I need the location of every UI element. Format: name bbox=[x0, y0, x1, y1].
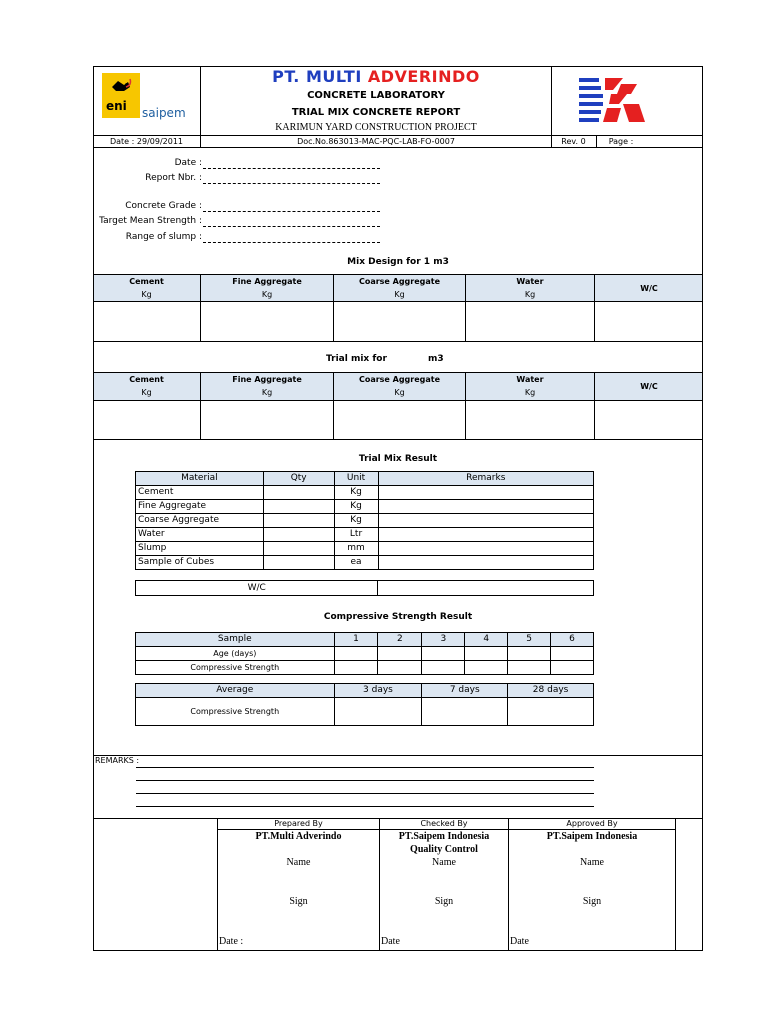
unit-cell: Kg bbox=[334, 500, 378, 514]
remarks-cell[interactable] bbox=[378, 486, 594, 500]
remarks-line-3[interactable] bbox=[136, 793, 594, 794]
unit-cell: Ltr bbox=[334, 528, 378, 542]
project-name: KARIMUN YARD CONSTRUCTION PROJECT bbox=[275, 122, 477, 133]
avg-strength-label: Compressive Strength bbox=[136, 698, 335, 726]
trial-bottom bbox=[93, 439, 703, 440]
table-row bbox=[136, 528, 594, 542]
subtitle-report: TRIAL MIX CONCRETE REPORT bbox=[291, 107, 461, 118]
age-cell[interactable] bbox=[465, 647, 508, 661]
report-date: Date : 29/09/2011 bbox=[109, 137, 183, 146]
company-name-suffix: ADVERINDO bbox=[367, 67, 480, 86]
remarks-top bbox=[93, 755, 703, 756]
trial-mix-title-suffix: m3 bbox=[428, 354, 444, 364]
mix-design-title: Mix Design for 1 m3 bbox=[347, 257, 449, 267]
trial-result-header-row bbox=[136, 472, 594, 486]
header-divider-right bbox=[551, 66, 552, 135]
remarks-cell[interactable] bbox=[378, 542, 594, 556]
age-cell[interactable] bbox=[378, 647, 422, 661]
prepared-sign[interactable]: Sign bbox=[289, 896, 308, 907]
material-slump: Slump bbox=[136, 542, 264, 556]
revision: Rev. 0 bbox=[561, 137, 586, 146]
saipem-logo-text: saipem bbox=[142, 106, 186, 120]
remarks-cell[interactable] bbox=[378, 514, 594, 528]
age-cell[interactable] bbox=[508, 647, 551, 661]
document-number: Doc.No.863013-MAC-PQC-LAB-FO-0007 bbox=[297, 137, 455, 146]
age-label: Age (days) bbox=[136, 647, 335, 661]
remarks-line-1[interactable] bbox=[136, 767, 594, 768]
field-slump-input[interactable] bbox=[203, 242, 380, 243]
strength-row bbox=[136, 661, 594, 675]
col-remarks: Remarks bbox=[378, 472, 594, 486]
field-date-input[interactable] bbox=[203, 168, 380, 169]
age-cell[interactable] bbox=[422, 647, 465, 661]
sample-num: 6 bbox=[551, 633, 594, 647]
sample-num: 3 bbox=[422, 633, 465, 647]
mix-design-bottom bbox=[93, 341, 703, 342]
qty-cell[interactable] bbox=[263, 556, 334, 570]
approved-date[interactable]: Date bbox=[510, 936, 529, 947]
average-row bbox=[136, 698, 594, 726]
mix-design-header-bottom bbox=[93, 301, 703, 302]
trial-mix-title-prefix: Trial mix for bbox=[326, 354, 387, 364]
days-3: 3 days bbox=[334, 684, 422, 698]
trial-col-coarse: Coarse Aggregate bbox=[358, 375, 441, 384]
page-number: Page : bbox=[608, 137, 634, 146]
material-coarse: Coarse Aggregate bbox=[136, 514, 264, 528]
mix-col-water: Water bbox=[516, 277, 544, 286]
trial-result-title: Trial Mix Result bbox=[358, 454, 438, 464]
prepared-name[interactable]: Name bbox=[286, 857, 311, 868]
sample-row bbox=[136, 633, 594, 647]
qty-cell[interactable] bbox=[263, 486, 334, 500]
strength-cell[interactable] bbox=[551, 661, 594, 675]
sample-num: 5 bbox=[508, 633, 551, 647]
signoff-header-line bbox=[217, 829, 675, 830]
wc-result-value[interactable] bbox=[378, 581, 594, 596]
trial-col-fine-unit: Kg bbox=[261, 388, 273, 397]
col-qty: Qty bbox=[263, 472, 334, 486]
qty-cell[interactable] bbox=[263, 528, 334, 542]
approved-org: PT.Saipem Indonesia bbox=[546, 831, 638, 842]
subtitle-laboratory: CONCRETE LABORATORY bbox=[307, 90, 445, 101]
unit-cell: mm bbox=[334, 542, 378, 556]
sample-label: Sample bbox=[136, 633, 335, 647]
field-concrete-grade-label: Concrete Grade : bbox=[125, 201, 202, 211]
checked-sign[interactable]: Sign bbox=[434, 896, 454, 907]
age-cell[interactable] bbox=[334, 647, 378, 661]
material-fine: Fine Aggregate bbox=[136, 500, 264, 514]
strength-cell[interactable] bbox=[422, 661, 465, 675]
trial-header-bottom bbox=[93, 400, 703, 401]
strength-cell[interactable] bbox=[465, 661, 508, 675]
table-row bbox=[136, 542, 594, 556]
material-cubes: Sample of Cubes bbox=[136, 556, 264, 570]
remarks-line-2[interactable] bbox=[136, 780, 594, 781]
trial-result-table bbox=[135, 471, 594, 570]
mix-col-coarse: Coarse Aggregate bbox=[358, 277, 441, 286]
remarks-cell[interactable] bbox=[378, 556, 594, 570]
sample-num: 1 bbox=[334, 633, 378, 647]
mix-col-cement-unit: Kg bbox=[141, 290, 152, 299]
mix-col-water-unit: Kg bbox=[524, 290, 536, 299]
sample-num: 4 bbox=[465, 633, 508, 647]
unit-cell: Kg bbox=[334, 514, 378, 528]
checked-date[interactable]: Date bbox=[381, 936, 400, 947]
mix-col-cement: Cement bbox=[129, 277, 164, 286]
age-row bbox=[136, 647, 594, 661]
qty-cell[interactable] bbox=[263, 514, 334, 528]
prepared-org: PT.Multi Adverindo bbox=[255, 831, 342, 842]
compressive-title: Compressive Strength Result bbox=[323, 612, 473, 622]
prepared-date[interactable]: Date : bbox=[219, 936, 244, 947]
avg-cell[interactable] bbox=[422, 698, 508, 726]
checked-name[interactable]: Name bbox=[432, 857, 456, 868]
col-unit: Unit bbox=[334, 472, 378, 486]
trial-col-coarse-unit: Kg bbox=[394, 388, 405, 397]
field-concrete-grade-input[interactable] bbox=[203, 211, 380, 212]
trial-col-cement: Cement bbox=[129, 375, 164, 384]
remarks-cell[interactable] bbox=[378, 500, 594, 514]
trial-col-water: Water bbox=[516, 375, 544, 384]
checked-org: PT.Saipem Indonesia bbox=[398, 831, 490, 842]
compressive-table bbox=[135, 632, 594, 675]
qty-cell[interactable] bbox=[263, 542, 334, 556]
info-row-bottom bbox=[93, 147, 703, 148]
wc-result-label: W/C bbox=[136, 581, 378, 596]
field-slump-label: Range of slump : bbox=[125, 232, 202, 242]
average-label: Average bbox=[136, 684, 335, 698]
strength-label: Compressive Strength bbox=[136, 661, 335, 675]
company-name-prefix: PT. MULTI bbox=[272, 67, 362, 86]
unit-cell: Kg bbox=[334, 486, 378, 500]
mix-col-coarse-unit: Kg bbox=[394, 290, 405, 299]
table-row bbox=[136, 514, 594, 528]
approved-name[interactable]: Name bbox=[580, 857, 604, 868]
wc-result-table bbox=[135, 580, 594, 596]
avg-cell[interactable] bbox=[508, 698, 594, 726]
days-7: 7 days bbox=[422, 684, 508, 698]
prepared-by-label: Prepared By bbox=[274, 819, 323, 828]
avg-cell[interactable] bbox=[334, 698, 422, 726]
trial-col-cement-unit: Kg bbox=[141, 388, 152, 397]
remarks-label: REMARKS : bbox=[95, 756, 140, 765]
remarks-line-4[interactable] bbox=[136, 806, 594, 807]
age-cell[interactable] bbox=[551, 647, 594, 661]
field-date-label: Date : bbox=[174, 158, 202, 168]
signoff-div-4 bbox=[675, 818, 676, 951]
field-report-nbr-label: Report Nbr. : bbox=[145, 173, 202, 183]
header-bottom-line bbox=[93, 135, 703, 136]
mix-col-wc: W/C bbox=[640, 284, 658, 293]
material-cement: Cement bbox=[136, 486, 264, 500]
table-row bbox=[136, 486, 594, 500]
approved-sign[interactable]: Sign bbox=[582, 896, 602, 907]
checked-org-dept: Quality Control bbox=[410, 844, 478, 855]
field-report-nbr-input[interactable] bbox=[203, 183, 380, 184]
days-28: 28 days bbox=[508, 684, 594, 698]
material-water: Water bbox=[136, 528, 264, 542]
mix-col-fine: Fine Aggregate bbox=[232, 277, 302, 286]
approved-by-label: Approved By bbox=[566, 819, 618, 828]
table-row bbox=[136, 500, 594, 514]
field-target-strength-input[interactable] bbox=[203, 226, 380, 227]
col-material: Material bbox=[136, 472, 264, 486]
average-header-row bbox=[136, 684, 594, 698]
eni-logo-text: eni bbox=[106, 99, 127, 113]
remarks-cell[interactable] bbox=[378, 528, 594, 542]
trial-col-water-unit: Kg bbox=[524, 388, 536, 397]
mix-col-fine-unit: Kg bbox=[261, 290, 273, 299]
eni-logo bbox=[102, 73, 140, 118]
table-row bbox=[136, 556, 594, 570]
checked-by-label: Checked By bbox=[420, 819, 468, 828]
field-target-strength-label: Target Mean Strength : bbox=[99, 216, 202, 226]
multi-adverindo-logo bbox=[577, 76, 647, 124]
trial-col-wc: W/C bbox=[640, 382, 658, 391]
sample-num: 2 bbox=[378, 633, 422, 647]
strength-cell[interactable] bbox=[378, 661, 422, 675]
qty-cell[interactable] bbox=[263, 500, 334, 514]
unit-cell: ea bbox=[334, 556, 378, 570]
average-table bbox=[135, 683, 594, 726]
trial-col-fine: Fine Aggregate bbox=[232, 375, 302, 384]
strength-cell[interactable] bbox=[334, 661, 378, 675]
strength-cell[interactable] bbox=[508, 661, 551, 675]
